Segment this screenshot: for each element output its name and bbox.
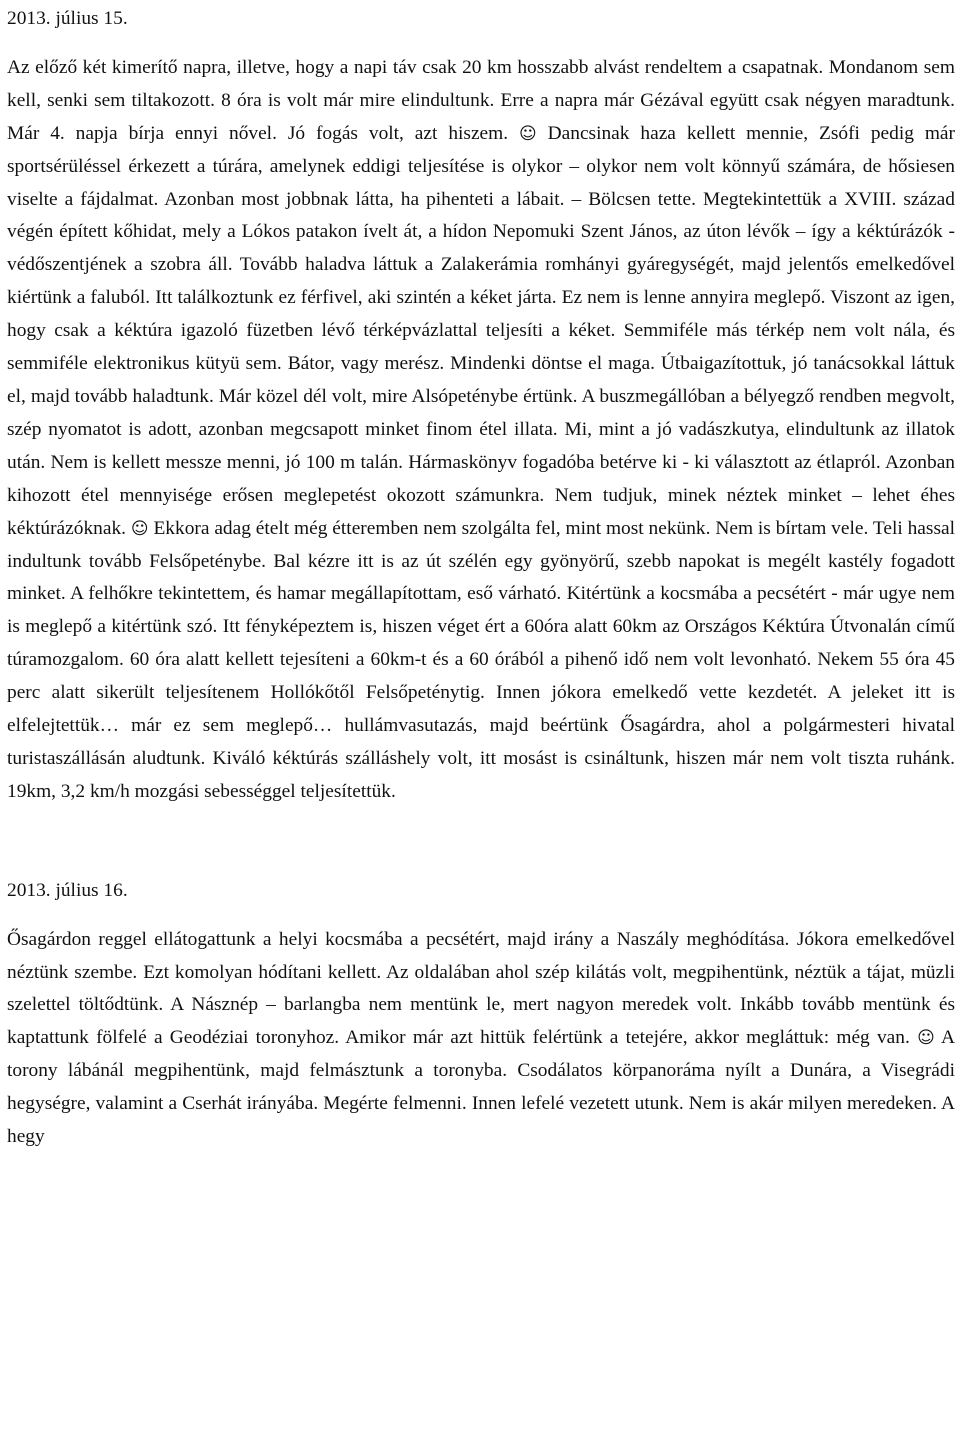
entry-body xyxy=(7,52,955,809)
body-text: Ősagárdon reggel ellátogattunk a helyi kocsmába a pecsétért, majd irány a Naszály meghódítása. Jókora emelkedővel néztünk szembe. Ezt komolyan hódítani kellett. Az oldalában ahol szép kilátás volt, megpihentünk, néztük a tájat, müzli szelettel töltődtünk. A Násznép – barlangba nem mentünk le, mert nagyon meredek volt. Inkább tovább mentünk és kaptattunk fölfelé a Geodéziai toronyhoz. Amikor már azt hittük felértünk a tetejére, akkor megláttuk: még van. xyxy=(7,928,955,1049)
entry-date: 2013. július 16. xyxy=(7,879,128,901)
spacer xyxy=(7,36,955,52)
body-text: Az előző két kimerítő napra, illetve, hogy a napi táv csak 20 km hosszabb alvást rendeltem a csapatnak. Mondanom sem kell, senki sem tiltakozott. 8 óra is volt már mire elindultunk. Erre a napra már Gézával együtt csak négyen maradtunk. Már 4. napja bírja ennyi nővel. Jó fogás volt, azt hiszem. xyxy=(7,56,955,144)
document-page xyxy=(7,0,955,1154)
spacer xyxy=(7,809,955,875)
smiley-icon: ☺ xyxy=(130,518,149,539)
smiley-icon: ☺ xyxy=(917,1028,935,1049)
spacer xyxy=(7,908,955,924)
entry-date: 2013. július 15. xyxy=(7,8,128,29)
entry-body xyxy=(7,924,955,1154)
body-text: A torony lábánál megpihentünk, majd felmásztunk a toronyba. Csodálatos körpanoráma nyílt a Dunára, a Visegrádi hegységre, valamint a Cserhát irányába. Megérte felmenni. Innen lefelé vezetett utunk. Nem is akár milyen meredeken. A hegy xyxy=(7,1027,956,1148)
body-text: Dancsinak haza kellett mennie, Zsófi pedig már sportsérüléssel érkezett a túrára, amelynek eddigi teljesítése is olykor – olykor nem volt könnyű számára, de hősiesen viselte a fájdalmat. Azonban most jobbnak látta, ha pihenteti a lábait. – Bölcsen tette. Megtekintettük a XVIII. század végén épített kőhidat, mely a Lókos patakon ívelt át, a hídon Nepomuki Szent János, az úton lévők – így a kéktúrázók - védőszentjének a szobra áll. Tovább haladva láttuk a Zalakerámia romhányi gyáregységét, majd jelentős emelkedővel kiértünk a faluból. Itt találkoztunk ez férfivel, aki szintén a kéket járta. Ez nem is lenne annyira meglepő. Viszont az igen, hogy csak a kéktúra igazoló füzetben lévő térképvázlattal teljesíti a kéket. Semmiféle más térkép nem volt nála, és semmiféle elektronikus kütyü sem. Bátor, vagy merész. Mindenki döntse el maga. Útbaigazítottuk, jó tanácsokkal láttuk el, majd tovább haladtunk. Már közel dél volt, mire Alsópeténybe értünk. A buszmegállóban a bélyegző rendben megvolt, szép nyomatot is adott, azonban megcsapott minket finom étel illata. Mi, mint a jó vadászkutya, elindultunk az illatok után. Nem is kellett messze menni, jó 100 m talán. Hármaskönyv fogadóba betérve ki - ki választott az étlapról. Azonban kihozott étel mennyisége erősen meglepetést okozott számunkra. Nem tudjuk, minek néztek minket – lehet éhes kéktúrázóknak. xyxy=(7,122,955,539)
smiley-icon: ☺ xyxy=(519,123,537,144)
body-text: Ekkora adag ételt még étteremben nem szolgálta fel, mint most nekünk. Nem is bírtam vele. Teli hassal indultunk tovább Felsőpeténybe. Bal kézre itt is az út szélén egy gyönyörű, szebb napokat is megélt kastély fogadott minket. A felhőkre tekintettem, és hamar megállapítottam, eső várható. Kitértünk a kocsmába a pecsétért - már ugye nem is meglepő a kitértünk szó. Itt fényképeztem is, hiszen véget ért a 60óra alatt 60km az Országos Kéktúra Útvonalán című túramozgalom. 60 óra alatt kellett tejesíteni a 60km-t és a 60 órából a pihenő idő nem volt levonható. Nekem 55 óra 45 perc alatt sikerült teljesítenem Hollókőtől Felsőpeténytig. Innen jókora emelkedő vette kezdetét. A jeleket itt is elfelejtettük… már ez sem meglepő… hullámvasutazás, majd beértünk Ősagárdra, ahol a polgármesteri hivatal turistaszállásán aludtunk. Kiváló kéktúrás szálláshely volt, itt mosást is csináltunk, hiszen már nem volt tiszta ruhánk. 19km, 3,2 km/h mozgási sebességgel teljesítettük. xyxy=(7,517,955,802)
